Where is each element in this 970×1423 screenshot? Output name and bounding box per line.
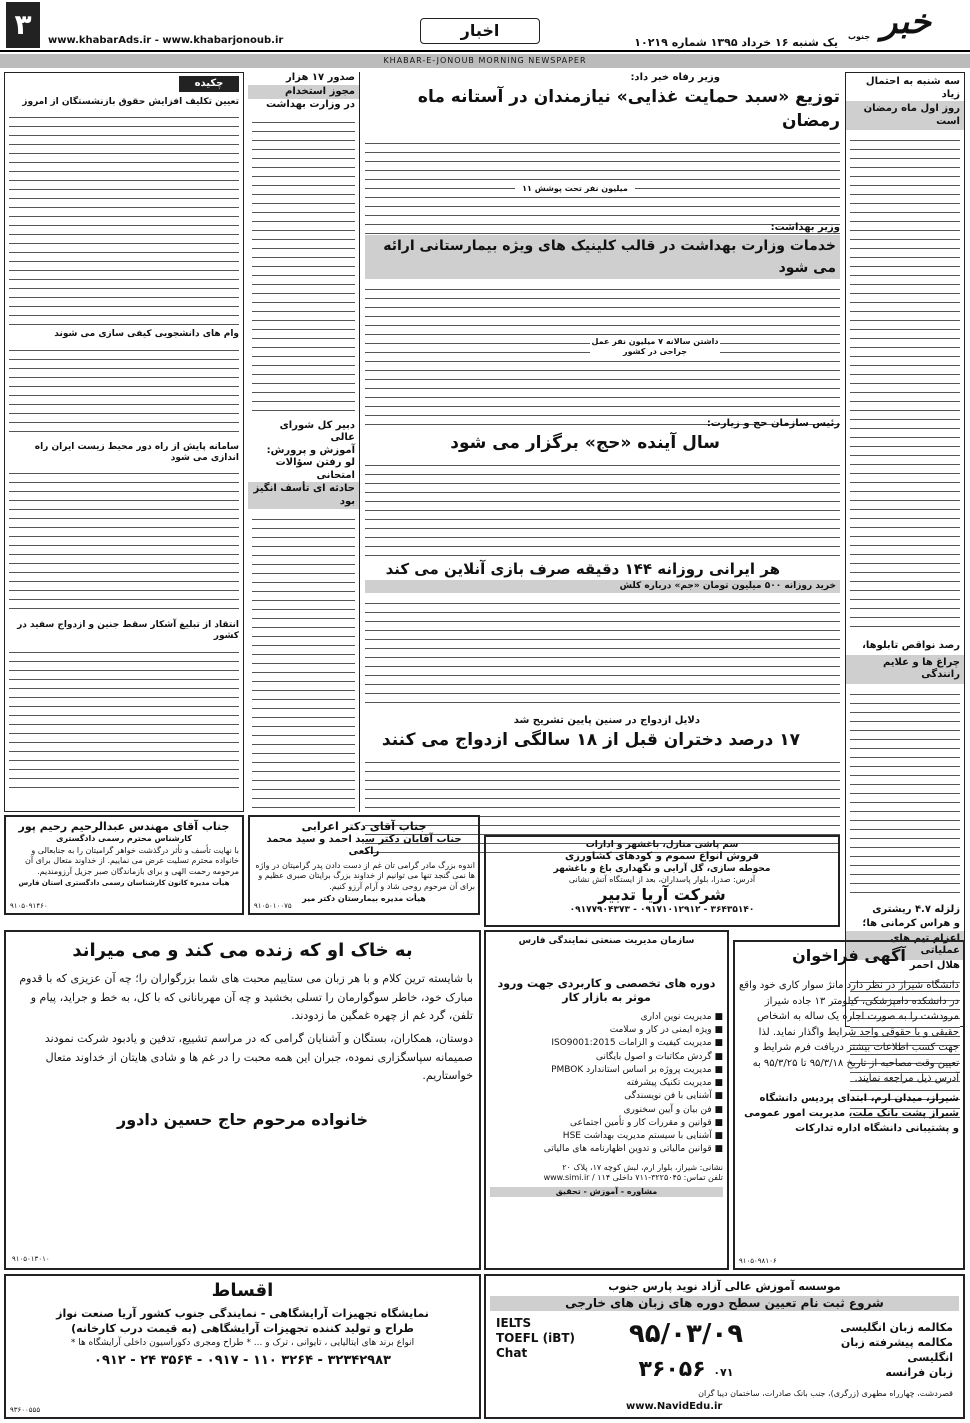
shiraz-ad-phone: ۹۱۰۵۰۹۸۱۰۶: [739, 1257, 777, 1266]
condolence-2-phone: ۹۱۰۵۰۱۰۰۷۵: [254, 902, 292, 911]
website-links: www.khabarAds.ir - www.khabarjonoub.ir: [48, 35, 284, 46]
condolence-1-subtitle: کارشناس محترم رسمی دادگستری: [56, 833, 192, 843]
memorial-body: با شایسته ترین کلام و با هر زبان می ستاییم محبت های شما بزرگواران را؛ چه آن عزیزی که با قدوم مبارک خود، خاطر سوگوارمان را تسلی بخشید و چه آن مهربانانی که با کل، به خط و جراید، پیام و تلفن، گرد غم از چهره غمگین ما زدودند.: [19, 972, 473, 1023]
language-ad-phone: [606, 1356, 766, 1384]
section-title: اخبار: [420, 18, 540, 44]
right-article-2-text: [850, 688, 960, 898]
management-footer: مشاوره - آموزش - تحقیق: [490, 1187, 723, 1197]
right-heading-6: و هراس کرمانی ها؛: [862, 918, 960, 929]
middle-heading-5: آموزش و پرورش:: [266, 444, 355, 456]
pesticide-ad-address: آدرس: صدرا، بلوار پاسداران، بعد از ایستگاه آتش نشانی: [568, 875, 756, 884]
right-article-1-text: [850, 134, 960, 634]
left-heading-1: تعیین تکلیف افزایش حقوق بازنشستگان از امروز: [22, 97, 239, 107]
story-2-subhead: داشتن سالانه ۷ میلیون نفر عمل جراحی در کشور: [591, 337, 719, 356]
memorial-title: به خاک او که زنده می کند و می میراند: [72, 940, 413, 961]
management-course-item: ■ آشنایی با سیستم مدیریت بهداشت HSE: [562, 1131, 723, 1141]
right-heading-4: چراغ ها و علایم رانندگی: [846, 655, 964, 684]
pesticide-ad: [484, 835, 840, 927]
management-contact: تلفن تماس: ۳۲۲۵۰۴۵-۷۱۱ داخلی ۱۱۴ / www.simi.ir: [543, 1172, 723, 1182]
language-ad-header: موسسه آموزش عالی آزاد نوید پارس جنوب: [608, 1280, 841, 1293]
salon-ad-title: نمایشگاه تجهیزات آرایشگاهی - نمایندگی جنوب کشور آریا صنعت نواز: [56, 1306, 429, 1320]
condolence-ad-1: [4, 815, 244, 915]
course-2: مکالمه پیشرفته زبان انگلیسی: [840, 1336, 953, 1364]
language-ad-courses: [803, 1320, 953, 1380]
management-ad: [484, 930, 729, 1270]
management-course-item: ■ ویژه ایمنی در کار و سلامت: [609, 1025, 723, 1035]
course-3: زبان فرانسه: [885, 1366, 953, 1379]
salon-ad-logo: اقساط: [211, 1280, 274, 1301]
management-address: نشانی: شیراز، بلوار ارم، لبش کوچه ۱۷، پلاک ۲۰: [562, 1162, 723, 1172]
story-2-kicker: وزیر بهداشت:: [770, 222, 840, 233]
pesticide-ad-phones: ۰۹۱۷۷۹۰۴۳۷۳ - ۰۹۱۷۱۰۱۲۹۱۲ - ۳۶۴۳۵۱۴۰: [569, 905, 755, 915]
story-5-kicker: دلایل ازدواج در سنین پایین تشریح شد: [513, 715, 700, 726]
language-ad-date: ۹۵/۰۳/۰۹: [628, 1319, 744, 1349]
exam-ielts: IELTS: [496, 1316, 532, 1330]
salon-ad-code: ۹۳۶۰۰۵۵۵: [10, 1406, 41, 1415]
masthead-bar: [0, 54, 970, 68]
management-course-list: [490, 1011, 723, 1157]
masthead-banner: KHABAR-E-JONOUB MORNING NEWSPAPER: [383, 56, 587, 65]
management-course-item: ■ فن بیان و آیین سخنوری: [623, 1104, 723, 1115]
main-story: [365, 72, 840, 247]
salon-ad-line-3: * انواع برند های ایتالیایی ، تایوانی ، ترک و ... * طراح ومجری دکوراسیون داخلی آرایشگاه ها: [70, 1338, 415, 1348]
salon-equipment-ad: [4, 1274, 481, 1419]
condolence-2-signature: هیأت مدیره بیمارستان دکتر میر: [302, 893, 426, 903]
main-story-title: توزیع «سبد حمایت غذایی» نیازمندان در آستانه ماه رمضان: [417, 86, 840, 131]
pesticide-ad-line-1: سم پاشی منازل، باغشهر و ادارات: [585, 840, 739, 850]
story-5-title: ۱۷ درصد دختران قبل از ۱۸ سالگی ازدواج می کنند: [381, 729, 800, 750]
memorial-ad: [4, 930, 481, 1270]
page-number: ۳: [6, 2, 40, 48]
language-ad-phone-code: ۰۷۱: [713, 1366, 734, 1379]
issue-date: یک شنبه ۱۶ خرداد ۱۳۹۵ شماره ۱۰۲۱۹: [634, 36, 838, 49]
middle-heading-6: لو رفتن سؤالات امتحانی: [275, 457, 355, 481]
management-course-item: ■ قوانین و مقررات کار و تأمین اجتماعی: [569, 1117, 723, 1128]
pesticide-ad-company: شرکت آریا تدبیر: [598, 885, 726, 904]
language-ad-phone-number: ۳۶۰۵۶: [638, 1357, 706, 1382]
story-2-text: [365, 283, 840, 433]
middle-heading-3: در وزارت بهداشت: [265, 99, 355, 110]
masthead-rule: [0, 50, 970, 52]
newspaper-logo: [848, 2, 964, 50]
condolence-2-title-2: جناب آقایان دکتر سید احمد و سید محمد راکعی: [266, 833, 462, 858]
language-ad-footer: قصردشت، چهارراه مطهری (زرگری)، جنب بانک صادرات، ساختمان دیبا گران: [698, 1389, 953, 1398]
left-article-4-text: [9, 646, 239, 796]
language-ad-exams: [496, 1316, 575, 1361]
language-institute-ad: [484, 1274, 965, 1419]
condolence-1-body: با نهایت تأسف و تأثر درگذشت خواهر گرامیتان را به جنابعالی و خانواده محترم تسلیت عرض می نماییم. از خداوند متعال برای آن مرحومه رحمت الهی و برای بازماندگان صبر جزیل آرزومندیم.: [24, 845, 239, 876]
right-heading-7: اعزام تیم های عملیاتی: [846, 931, 964, 960]
main-story-kicker: وزیر رفاه خبر داد:: [630, 72, 720, 83]
salon-ad-subtitle: طراح و تولید کننده تجهیزات آرایشگاهی (به قیمت درب کارخانه): [71, 1322, 414, 1336]
memorial-family: خانواده مرحوم حاج حسین دادور: [116, 1110, 369, 1130]
left-heading-2: وام های دانشجویی کیفی سازی می شوند: [54, 329, 239, 340]
summary-label: چکیده: [179, 76, 239, 92]
condolence-1-title: جناب آقای مهندس عبدالرحیم رحیم پور: [18, 820, 230, 833]
memorial-body-2: دوستان، همکاران، بستگان و آشنایان گرامی که در مراسم تشییع، تدفین و یادبود شرکت نمودند صمیمانه سپاسگزاری نموده، جبران این همه محبت را در غم ها و شادی هایتان از خداوند متعال خواستاریم.: [44, 1032, 473, 1083]
story-2-title: خدمات وزارت بهداشت در قالب کلینیک های ویژه بیمارستانی ارائه می شود: [365, 235, 840, 279]
management-org: سازمان مدیریت صنعتی نمایندگی فارس: [518, 936, 695, 946]
memorial-phone: ۹۱۰۵۰۱۳۰۱۰: [12, 1255, 50, 1264]
pesticide-ad-line-2: فروش انواع سموم و کودهای کشاورزی: [565, 851, 759, 863]
left-article-3-text: [9, 467, 239, 617]
story-3-text: [365, 459, 840, 559]
story-4-text: [365, 597, 840, 707]
condolence-1-signature: هیأت مدیره کانون کارشناسان رسمی دادگستری استان فارس: [18, 878, 230, 887]
exam-chat: Chat: [496, 1346, 528, 1360]
middle-heading-1: صدور ۱۷ هزار: [286, 72, 355, 83]
main-story-subhead: ۱۱ میلیون نفر تحت پوشش: [515, 184, 635, 194]
story-3: [365, 418, 840, 559]
right-heading-8: هلال احمر: [909, 959, 960, 971]
middle-column: [248, 72, 360, 812]
right-heading-5: زلزله ۴.۷ ریشتری: [872, 903, 960, 915]
management-course-item: ■ قوانین مالیاتی و تدوین اظهارنامه های مالیاتی: [543, 1144, 723, 1155]
story-3-title: سال آینده «حج» برگزار می شود: [450, 432, 720, 453]
condolence-ad-2: [248, 815, 480, 915]
management-course-item: ■ گردش مکاتبات و اصول بایگانی: [595, 1051, 723, 1062]
right-column: [845, 72, 965, 1027]
language-ad-web: www.NavidEdu.ir: [626, 1400, 723, 1412]
condolence-2-title-1: جناب آقای دکتر اعرابی: [301, 820, 427, 833]
middle-heading-2: مجوز استخدام: [248, 85, 359, 100]
language-ad-title: شروع ثبت نام تعیین سطح دوره های زبان های خارجی: [490, 1296, 959, 1311]
story-4-subhead: خرید روزانه ۵۰۰ میلیون تومان «جم» درباره کلش: [365, 580, 840, 593]
logo-sub: جنوب: [848, 32, 871, 41]
management-course-item: ■ آشنایی با فن نویسندگی: [624, 1091, 723, 1102]
shiraz-ad-body: دانشگاه شیراز در نظر دارد مانژ سوار کاری خود واقع در دانشکده دامپزشکی، کیلومتر ۱۳ جاده شیراز مرودشت را به صورت اجاره یک ساله به اشخاص حقیقی و یا حقوقی واجد شرایط واگذار نماید. لذا جهت کسب اطلاعات بیشتر دریافت فرم شرایط و تعیین وقت مصاحبه از تاریخ ۹۵/۳/۱۸ تا ۹۵/۳/۲۵ به آدرس ذیل مراجعه نمایند.: [738, 980, 959, 1084]
middle-heading-4: دبیر کل شورای عالی: [279, 419, 355, 443]
exam-toefl: TOEFL (iBT): [496, 1331, 576, 1345]
condolence-1-phone: ۹۱۰۵۰۹۱۴۶۰: [10, 902, 48, 911]
story-3-kicker: رئیس سازمان حج و زیارت:: [706, 418, 840, 429]
story-2: [365, 222, 840, 433]
management-course-item: ■ مدیریت کیفیت و الزامات ISO9001:2015: [551, 1038, 723, 1049]
left-heading-4: انتقاد از تبلیغ آشکار سقط جنین و ازدواج سفید در کشور: [17, 620, 239, 642]
course-1: مکالمه زبان انگلیسی: [840, 1321, 953, 1334]
left-article-1-text: [9, 111, 239, 326]
middle-article-2-text: [252, 513, 355, 813]
shiraz-ad-title: آگهی فراخوان: [792, 946, 906, 965]
left-article-2-text: [9, 344, 239, 439]
middle-heading-7: حادثه ای تأسف انگیز بود: [248, 482, 359, 509]
management-tagline: دوره های تخصصی و کاربردی جهت ورود موثر به بازار کار: [497, 977, 716, 1004]
management-course-item: ■ مدیریت پروژه بر اساس استاندارد PMBOK: [551, 1064, 723, 1075]
pesticide-ad-line-3: محوطه سازی، گل آرایی و نگهداری باغ و باغشهر: [553, 863, 771, 874]
logo-main: خبر: [880, 2, 932, 42]
left-column: [4, 72, 244, 812]
right-heading-2: روز اول ماه رمضان است: [846, 101, 964, 130]
left-heading-3: سامانه پایش از راه دور محیط زیست ایران راه اندازی می شود: [34, 441, 239, 463]
story-4: [365, 558, 840, 707]
right-heading-3: رصد نواقص تابلوها،: [862, 640, 960, 651]
management-course-item: ■ مدیریت نوین اداری: [640, 1011, 723, 1022]
middle-article-1-text: [252, 116, 355, 416]
salon-ad-phones: ۰۹۱۲ - ۲۴ ۳۵۶۴ - ۰۹۱۷ - ۱۱۰ ۳۲۶۴ - ۳۲۳۴۲۹۸۳: [94, 1353, 391, 1369]
shiraz-university-ad: [733, 940, 965, 1270]
story-4-title: هر ایرانی روزانه ۱۴۴ دقیقه صرف بازی آنلاین می کند: [385, 560, 780, 578]
condolence-2-body: اندوه بزرگ مادر گرامی تان غم از دست دادن پدر گرامیتان در واژه ها نمی گنجد تنها می توانیم از خداوند بزرگ برایتان صبری عظیم و برای آن مرحوم روحی شاد و آرام آرزو کنیم.: [255, 860, 475, 891]
management-course-item: ■ مدیریت تکنیک پیشرفته: [626, 1078, 723, 1088]
shiraz-ad-address: شیراز، میدان ارم، ابتدای پردیس دانشگاه شیراز پشت بانک ملت، مدیریت امور عمومی و پشتیبانی دانشگاه اداره تدارکات: [744, 1092, 959, 1134]
right-heading-1: سه شنبه به احتمال زیاد: [865, 76, 960, 100]
